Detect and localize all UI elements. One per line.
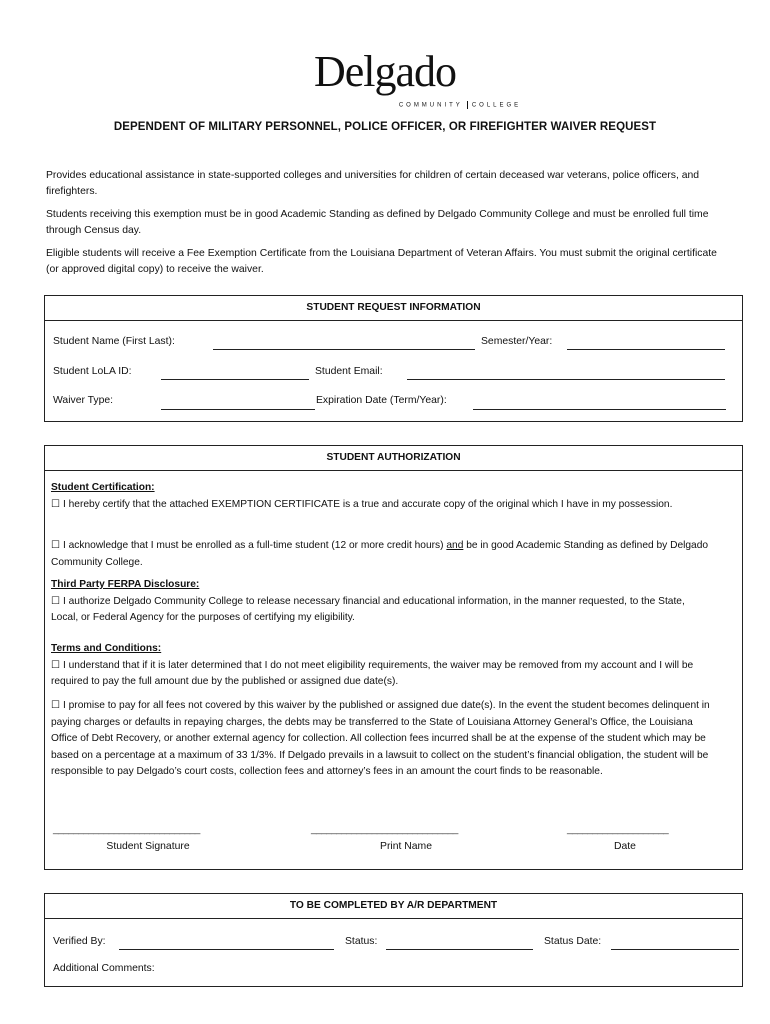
certification-item-1 <box>51 497 711 514</box>
waiver-type-field[interactable] <box>161 409 315 410</box>
ferpa-text: I authorize Delgado Community College to release necessary financial and educational information, in the manner requested, to the State, Local, or Federal Agency for the purposes of certifying my eligibility. <box>51 595 685 623</box>
ferpa-block <box>51 577 711 627</box>
ar-department-section <box>44 893 743 987</box>
certification-text-2a: I acknowledge that I must be enrolled as a full-time student (12 or more credit hours) <box>62 540 444 551</box>
checkbox-icon[interactable]: ☐ <box>51 540 61 551</box>
verified-by-label: Verified By: <box>53 936 106 947</box>
form-title: DEPENDENT OF MILITARY PERSONNEL, POLICE OFFICER, OR FIREFIGHTER WAIVER REQUEST <box>113 121 657 133</box>
status-field[interactable] <box>386 949 533 950</box>
waiver-type-label: Waiver Type: <box>53 395 114 406</box>
logo-wordmark: Delgado <box>313 47 457 96</box>
status-date-field[interactable] <box>611 949 739 950</box>
semester-field[interactable] <box>567 349 725 350</box>
student-request-heading: STUDENT REQUEST INFORMATION <box>45 296 742 321</box>
logo-subtitle <box>399 101 521 109</box>
semester-label: Semester/Year: <box>481 336 553 347</box>
expiration-date-label: Expiration Date (Term/Year): <box>316 395 447 406</box>
student-request-section <box>44 295 743 422</box>
logo-sub-right: COLLEGE <box>471 103 522 109</box>
status-date-label: Status Date: <box>544 936 602 947</box>
student-name-field[interactable] <box>213 349 475 350</box>
terms-text-1: I understand that if it is later determined that I do not meet eligibility requirements, the waiver may be removed from my account and I will be required to pay the full amount due by the published or assigned due date(s). <box>51 659 694 687</box>
lola-id-field[interactable] <box>161 379 309 380</box>
checkbox-icon[interactable]: ☐ <box>51 659 61 671</box>
checkbox-icon[interactable]: ☐ <box>51 498 61 510</box>
student-certification-heading: Student Certification: <box>51 482 155 493</box>
ferpa-heading: Third Party FERPA Disclosure: <box>51 579 200 590</box>
date-line[interactable]: ____________________ <box>567 824 669 835</box>
certification-item-2 <box>51 538 711 571</box>
print-name-label: Print Name <box>380 841 432 852</box>
date-label: Date <box>614 841 636 852</box>
verified-by-field[interactable] <box>119 949 334 950</box>
terms-item-2 <box>51 698 711 781</box>
logo-separator <box>467 101 468 109</box>
intro-paragraph-2: Students receiving this exemption must be in good Academic Standing as defined by Delgado Community College and must be enrolled full time through Census day. <box>46 209 709 236</box>
certification-text-and: and <box>446 540 464 551</box>
college-logo <box>0 47 770 112</box>
lola-id-label: Student LoLA ID: <box>53 366 132 377</box>
student-certification-block <box>51 480 711 513</box>
terms-text-2: I promise to pay for all fees not covered by this waiver by the published or assigned due date(s). In the event the student becomes delinquent in paying charges or defaults in repaying charges, the debts may be transferred to the State of Louisiana Attorney General’s Office, the Louisiana Office of Debt Recovery, or another external agency for collection. All collection fees incurred shall be at the expense of the student which may be based on a percentage at a maximum of 33 1/3%. If Delgado prevails in a lawsuit to collect on the student’s financial obligation, the student will be responsible to pay Delgado’s court costs, collection fees and attorney’s fees in an amount the court finds to be reasonable. <box>51 700 710 777</box>
intro-paragraph-1: Provides educational assistance in state-supported colleges and universities for children of certain deceased war veterans, police officers, and firefighters. <box>46 170 700 197</box>
student-signature-line[interactable]: _____________________________ <box>53 824 200 835</box>
student-email-field[interactable] <box>407 379 725 380</box>
student-name-label: Student Name (First Last): <box>53 336 175 347</box>
logo-sub-left: COMMUNITY <box>398 103 463 109</box>
checkbox-icon[interactable]: ☐ <box>51 595 61 607</box>
status-label: Status: <box>345 936 378 947</box>
student-authorization-section <box>44 445 743 870</box>
checkbox-icon[interactable]: ☐ <box>51 700 61 711</box>
ferpa-item-1 <box>51 594 711 627</box>
ar-department-heading: TO BE COMPLETED BY A/R DEPARTMENT <box>45 894 742 919</box>
print-name-line[interactable]: _____________________________ <box>311 824 458 835</box>
certification-text-1: I hereby certify that the attached EXEMPTION CERTIFICATE is a true and accurate copy of the original which I have in my possession. <box>62 498 673 510</box>
terms-heading: Terms and Conditions: <box>51 643 162 654</box>
intro-paragraph-3: Eligible students will receive a Fee Exemption Certificate from the Louisiana Department of Veteran Affairs. You must submit the original certificate (or approved digital copy) to receive the waiver. <box>46 248 717 275</box>
student-signature-label: Student Signature <box>106 841 190 852</box>
terms-item-1 <box>51 658 711 691</box>
certification-text-2b: be in good Academic Standing as defined by Delgado Community College. <box>51 540 709 568</box>
student-email-label: Student Email: <box>315 366 383 377</box>
terms-block <box>51 641 711 691</box>
expiration-date-field[interactable] <box>473 409 726 410</box>
additional-comments-label: Additional Comments: <box>53 963 155 974</box>
authorization-heading: STUDENT AUTHORIZATION <box>45 446 742 471</box>
